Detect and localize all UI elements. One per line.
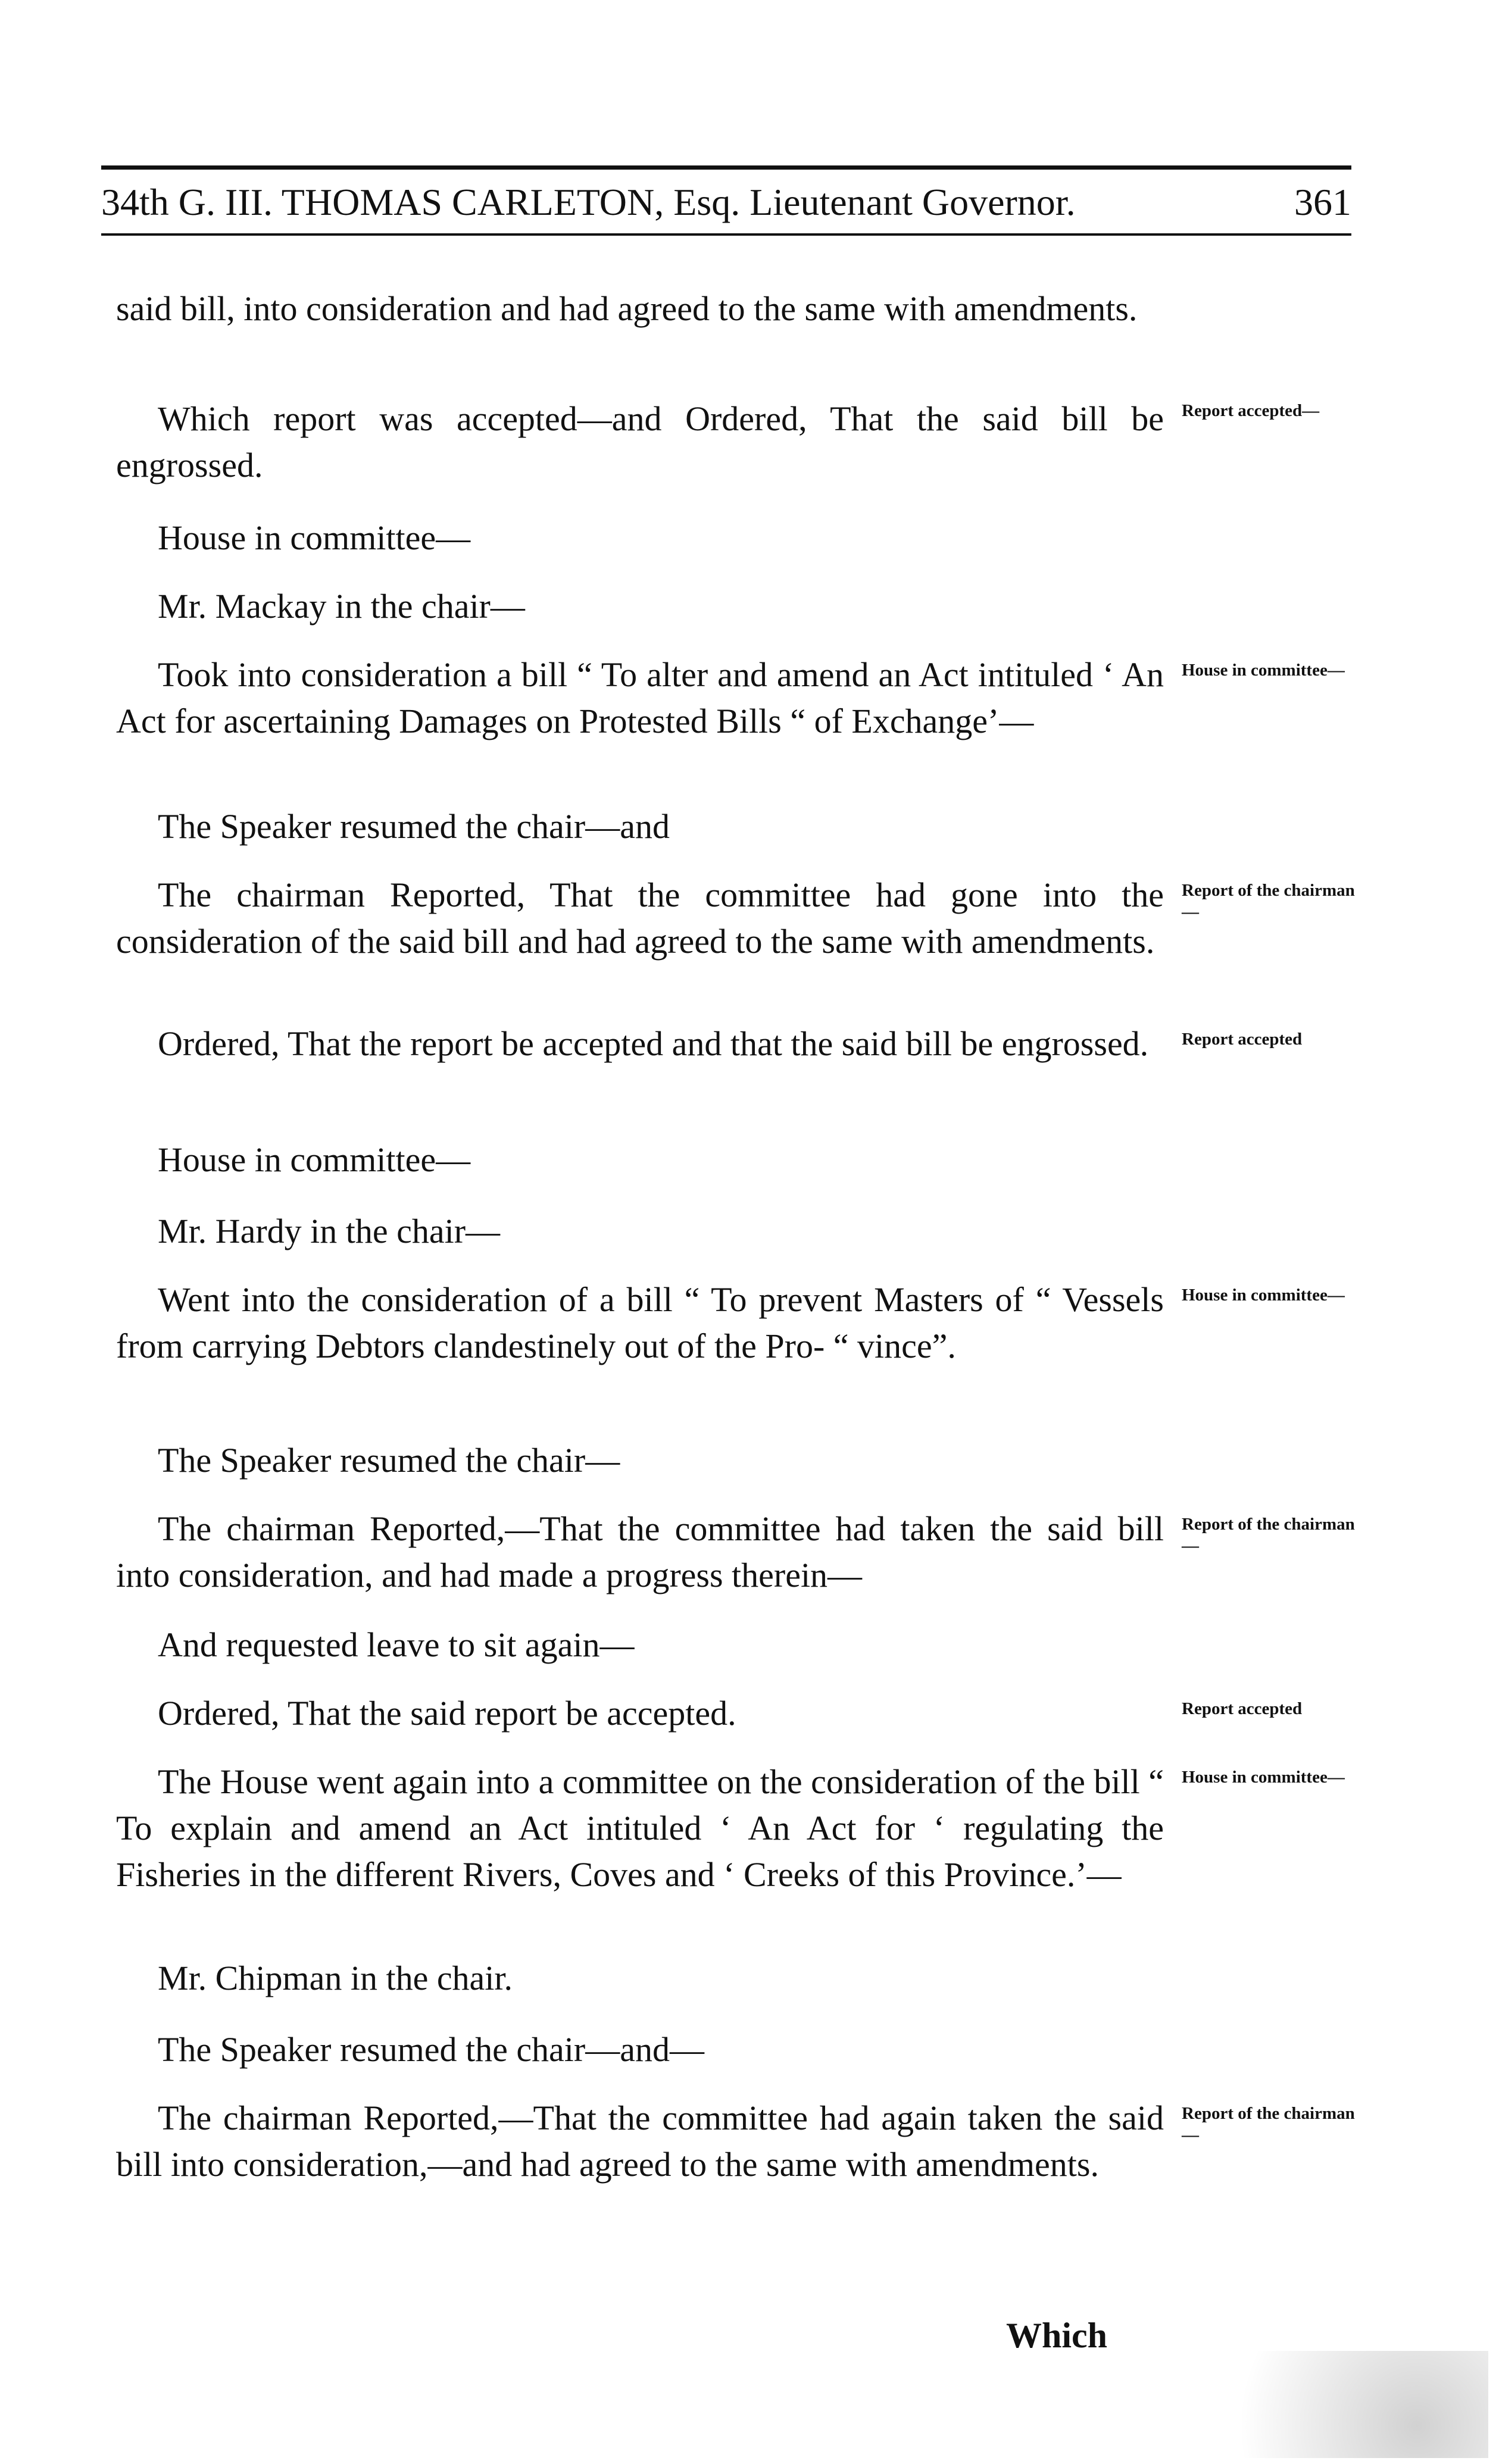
paragraph: Mr. Mackay in the chair— bbox=[158, 587, 525, 626]
header-rule-bottom bbox=[101, 233, 1351, 236]
paragraph: Went into the consideration of a bill “ To prevent Masters of “ Vessels from carrying Debtors clandestinely out of the Pro- “ vince”. bbox=[116, 1280, 1164, 1365]
running-header bbox=[101, 179, 1351, 226]
margin-note: Report of the chairman— bbox=[1182, 1515, 1355, 1555]
paragraph: The chairman Reported, That the committee had gone into the consideration of the said bill and had agreed to the same with amendments. bbox=[116, 875, 1164, 961]
scan-speckle bbox=[1131, 2351, 1488, 2458]
paragraph: Mr. Chipman in the chair. bbox=[158, 1959, 513, 1997]
paragraph: Which report was accepted—and Ordered, That the said bill be engrossed. bbox=[116, 399, 1164, 484]
paragraph: Ordered, That the report be accepted and that the said bill be engrossed. bbox=[158, 1024, 1149, 1063]
paragraph: The Speaker resumed the chair— bbox=[158, 1441, 620, 1480]
margin-note: House in committee— bbox=[1182, 1768, 1345, 1787]
paragraph: Mr. Hardy in the chair— bbox=[158, 1212, 501, 1250]
paragraph-continuation: said bill, into consideration and had agreed to the same with amendments. bbox=[116, 289, 1138, 328]
paragraph: House in committee— bbox=[158, 1140, 471, 1179]
paragraph: The Speaker resumed the chair—and bbox=[158, 807, 670, 846]
catchword: Which bbox=[1006, 2316, 1108, 2355]
paragraph: The Speaker resumed the chair—and— bbox=[158, 2030, 704, 2069]
margin-note: Report accepted bbox=[1182, 1030, 1303, 1049]
page-number: 361 bbox=[1294, 181, 1351, 223]
margin-note: House in committee— bbox=[1182, 1286, 1345, 1305]
margin-note: House in committee— bbox=[1182, 661, 1345, 680]
paragraph: The chairman Reported,—That the committee had again taken the said bill into consideration,—and had agreed to the same with amendments. bbox=[116, 2099, 1164, 2184]
margin-note: Report of the chairman— bbox=[1182, 881, 1355, 921]
margin-note: Report accepted bbox=[1182, 1699, 1303, 1718]
paragraph: Took into consideration a bill “ To alter and amend an Act intituled ‘ An Act for ascertaining Damages on Protested Bills “ of Exchange’— bbox=[116, 655, 1164, 740]
margin-note: Report accepted— bbox=[1182, 401, 1320, 420]
paragraph: Ordered, That the said report be accepted. bbox=[158, 1694, 736, 1733]
paragraph: The chairman Reported,—That the committee had taken the said bill into consideration, and had made a progress therein— bbox=[116, 1509, 1164, 1594]
paragraph: And requested leave to sit again— bbox=[158, 1625, 635, 1664]
paragraph: House in committee— bbox=[158, 518, 471, 557]
paragraph: The House went again into a committee on the consideration of the bill “ To explain and amend an Act intituled ‘ An Act for ‘ regulating the Fisheries in the different Rivers, Coves and ‘ Creeks of this Province.’— bbox=[116, 1762, 1164, 1894]
header-rule-top bbox=[101, 165, 1351, 170]
margin-note: Report of the chairman— bbox=[1182, 2104, 1355, 2144]
running-head: 34th G. III. THOMAS CARLETON, Esq. Lieutenant Governor. bbox=[101, 181, 1076, 223]
